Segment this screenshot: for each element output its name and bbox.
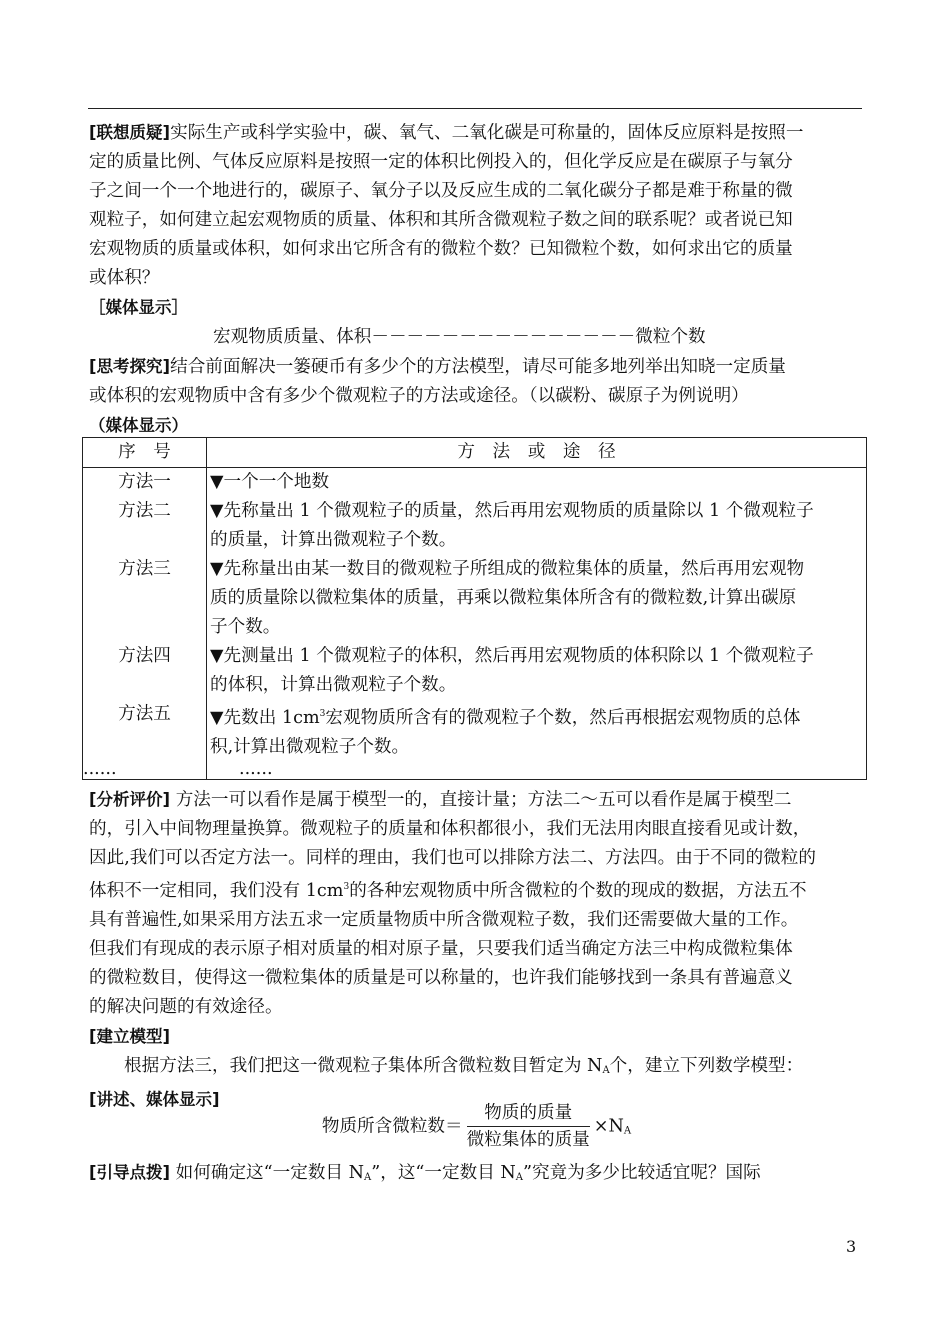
subscript: A (364, 1172, 372, 1183)
table-row-ellipsis (83, 762, 867, 780)
text-span: ”，这“一定数目 N (371, 1163, 516, 1183)
text-line: 实际生产或科学实验中，碳、氧气、二氧化碳是可称量的，固体反应原料是按照一 (170, 123, 804, 143)
column-header-number: 序 号 (83, 438, 207, 468)
table-row (83, 468, 867, 498)
desc-line: ▼先测量出 1 个微观粒子的体积，然后再用宏观物质的体积除以 1 个微观粒子 (210, 646, 814, 666)
text-line: 或体积？ (89, 268, 160, 288)
text-line: 具有普遍性,如果采用方法五求一定质量物质中所含微观粒子数，我们还需要做大量的工作。 (89, 910, 799, 930)
ellipsis: ...... (83, 762, 207, 780)
text-line: 的解决问题的有效途径。 (89, 997, 283, 1017)
method-desc (207, 700, 867, 762)
desc-line: 子个数。 (210, 617, 281, 637)
text-span: 如何确定这“一定数目 N (170, 1163, 365, 1183)
methods-table (82, 437, 867, 780)
text-span: ”究竟为多少比较适宜呢？国际 (523, 1163, 761, 1183)
subscript: A (623, 1125, 632, 1137)
page-number: 3 (846, 1237, 857, 1256)
table-row (83, 700, 867, 762)
desc-line: 的质量，计算出微观粒子个数。 (210, 530, 457, 550)
lecture-label: [讲述、媒体显示] (89, 1090, 220, 1109)
guide-paragraph (89, 1158, 864, 1192)
formula-denominator: 微粒集体的质量 (466, 1130, 590, 1150)
associate-paragraph (89, 118, 864, 441)
text-line: 因此,我们可以否定方法一。同样的理由，我们也可以排除方法二、方法四。由于不同的微粒的 (89, 848, 816, 868)
formula-times: ×N (593, 1116, 624, 1137)
analysis-paragraph (89, 785, 864, 1115)
desc-line: 质的质量除以微粒集体的质量，再乘以微粒集体所含有的微粒数,计算出碳原 (210, 588, 797, 608)
method-name: 方法一 (83, 468, 207, 498)
desc-line: ▼一个一个地数 (210, 472, 330, 492)
guide-label: [引导点拨] (89, 1163, 171, 1182)
text-line: 的微粒数目，使得这一微粒集体的质量是可以称量的，也许我们能够找到一条具有普遍意义 (89, 968, 793, 988)
think-label: [思考探究] (89, 357, 171, 376)
desc-text: ▼先数出 1cm (210, 708, 320, 728)
text-line: 宏观物质的质量或体积，如何求出它所含有的微粒个数？已知微粒个数，如何求出它的质量 (89, 239, 793, 259)
method-name: 方法五 (83, 700, 207, 762)
superscript: 3 (343, 882, 350, 892)
method-desc (207, 642, 867, 700)
text-span: 的各种宏观物质中所含微粒的个数的现成的数据，方法五不 (349, 881, 807, 901)
desc-line: 积,计算出微观粒子个数。 (210, 737, 410, 757)
table-header-row (83, 438, 867, 468)
text-line: 的，引入中间物理量换算。微观粒子的质量和体积都很小，我们无法用肉眼直接看见或计数， (89, 819, 811, 839)
subscript: A (515, 1172, 524, 1183)
ellipsis: ...... (207, 762, 867, 780)
table-row (83, 642, 867, 700)
text-line: 但我们有现成的表示原子相对质量的相对原子量，只要我们适当确定方法三中构成微粒集体 (89, 939, 793, 959)
formula-numerator: 物质的质量 (467, 1100, 590, 1127)
method-name: 方法三 (83, 555, 207, 642)
text-line: 定的质量比例、气体反应原料是按照一定的体积比例投入的，但化学反应是在碳原子与氧分 (89, 152, 793, 172)
method-desc (207, 468, 867, 498)
table-row (83, 497, 867, 555)
header-rule (88, 108, 862, 109)
text-span: 根据方法三，我们把这一微观粒子集体所含微粒数目暂定为 N (124, 1056, 603, 1076)
text-span: 个，建立下列数学模型： (609, 1056, 804, 1076)
model-label: [建立模型] (89, 1027, 171, 1046)
desc-line: ▼先称量出由某一数目的微观粒子所组成的微粒集体的质量，然后再用宏观物 (210, 559, 805, 579)
desc-line: ▼先称量出 1 个微观粒子的质量，然后再用宏观物质的质量除以 1 个微观粒子 (210, 501, 814, 521)
text-span: 体积不一定相同，我们没有 1cm (89, 881, 344, 901)
text-line: 方法一可以看作是属于模型一的，直接计量；方法二～五可以看作是属于模型二 (175, 790, 792, 810)
text-line: 结合前面解决一篓硬币有多少个的方法模型，请尽可能多地列举出知晓一定质量 (170, 357, 786, 377)
text-line: 子之间一个一个地进行的，碳原子、氧分子以及反应生成的二氧化碳分子都是难于称量的微 (89, 181, 793, 201)
formula-fraction (467, 1100, 590, 1153)
column-header-method: 方 法 或 途 径 (207, 438, 867, 468)
analysis-label: [分析评价] (89, 790, 171, 809)
formula-lhs: 物质所含微粒数＝ (321, 1116, 463, 1137)
method-desc (207, 497, 867, 555)
associate-label: [联想质疑] (89, 123, 171, 142)
media-line: 宏观物质质量、体积－－－－－－－－－－－－－－－微粒个数 (213, 327, 706, 347)
table-row (83, 555, 867, 642)
text-line: 或体积的宏观物质中含有多少个微观粒子的方法或途径。（以碳粉、碳原子为例说明） (89, 386, 749, 406)
subscript: A (602, 1065, 610, 1076)
superscript: 3 (319, 709, 326, 719)
method-name: 方法二 (83, 497, 207, 555)
method-name: 方法四 (83, 642, 207, 700)
formula (89, 1100, 864, 1153)
desc-text: 宏观物质所含有的微观粒子个数，然后再根据宏观物质的总体 (325, 708, 801, 728)
desc-line: 的体积，计算出微观粒子个数。 (210, 675, 457, 695)
media-label-2: （媒体显示） (89, 416, 188, 435)
media-label: ［媒体显示］ (89, 298, 188, 317)
method-desc (207, 555, 867, 642)
text-line: 观粒子，如何建立起宏观物质的质量、体积和其所含微观粒子数之间的联系呢？或者说已知 (89, 210, 793, 230)
